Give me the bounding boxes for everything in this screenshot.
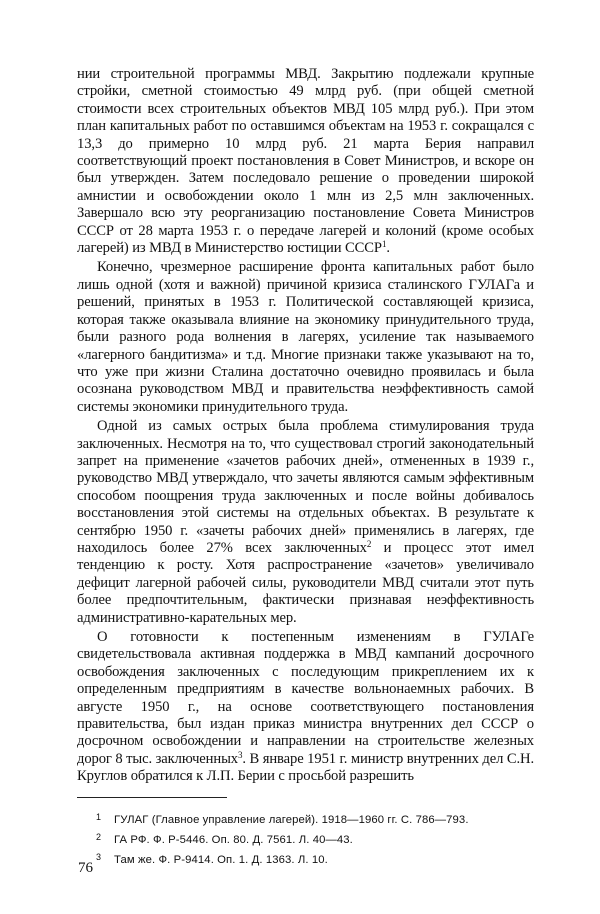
- page-content: [77, 66, 534, 870]
- paragraph-text: Одной из самых острых была проблема стимулирования труда заключенных. Несмотря на то, что существовал строгий законодательный запрет на применение «зачетов рабочих дней», отмененных в 1939 г., руководство МВД утверждало, что зачеты являются самым эффективным способом поощрения труда заключенных и после войны добивалось восстановления этой системы на отдельных объектах. В результате к сентябрю 1950 г. «зачеты рабочих дней» применялись в лагерях, где находилось более 27% всех заключенных: [77, 418, 534, 556]
- paragraph-text: О готовности к постепенным изменениям в ГУЛАГе свидетельствовала активная поддержка в МВД кампаний досрочного освобождения заключенных с последующим прикреплением их к определенным предприятиям в качестве вольнонаемных рабочих. В августе 1950 г., на основе соответствующего постановления правительства, был издан приказ министра внутренних дел СССР о досрочном освобождении и направлении на строительстве железных дорог 8 тыс. заключенных: [77, 629, 534, 767]
- paragraph-3: [77, 418, 534, 627]
- footnote-1: [77, 810, 534, 830]
- paragraph-text: и процесс этот имел тенденцию к росту. Хотя распространение «зачетов» увеличивало дефицит лагерной рабочей силы, руководители МВД считали этот путь более предпочтительным, фактически признавая неэффективность административно-карательных мер.: [77, 539, 535, 626]
- paragraph-text: нии строительной программы МВД. Закрытию подлежали крупные стройки, сметной стоимостью 49 млрд руб. (при общей сметной стоимости всех строительных объектов МВД 105 млрд руб.). При этом план капитальных работ по оставшимся объектам на 1953 г. сокращался с 13,3 до примерно 10 млрд руб. 21 марта Берия направил соответствующий проект постановления в Совет Министров, и вскоре он был утвержден. Затем последовало решение о проведении широкой амнистии и освобождении около 1 млн из 2,5 млн заключенных. Завершало всю эту реорганизацию постановление Совета Министров СССР от 28 марта 1953 г. о передаче лагерей и колоний (кроме особых лагерей) из МВД в Министерство юстиции СССР: [77, 66, 534, 257]
- paragraph-text: .: [386, 240, 390, 257]
- footnote-divider: [77, 797, 227, 798]
- footnote-ref-1: 1: [381, 239, 387, 250]
- footnote-text: Там же. Ф. Р-9414. Оп. 1. Д. 1363. Л. 10.: [114, 853, 328, 866]
- paragraph-text: Конечно, чрезмерное расширение фронта капитальных работ было лишь одной (хотя и важной) причиной кризиса сталинского ГУЛАГа и решений, принятых в 1953 г. Политической составляющей кризиса, которая также оказывала влияние на экономику принудительного труда, были разного рода волнения в лагерях, усиление так называемого «лагерного бандитизма» и т.д. Многие признаки также указывают на то, что уже при жизни Сталина достаточно очевидно проявилась и была осознана руководством МВД и правительства неэффективность самой системы экономики принудительного труда.: [77, 259, 534, 415]
- paragraph-text: . В январе 1951 г. министр внутренних дел С.Н. Круглов обратился к Л.П. Берии с просьбой разрешить: [77, 750, 534, 785]
- footnote-text: ГА РФ. Ф. Р-5446. Оп. 80. Д. 7561. Л. 40—43.: [114, 833, 353, 846]
- paragraph-4: [77, 629, 534, 786]
- footnote-number: 1: [96, 811, 102, 822]
- footnote-number: 3: [96, 851, 102, 862]
- footnote-ref-2: 2: [366, 538, 372, 549]
- body-text: [77, 66, 534, 786]
- footnote-text: ГУЛАГ (Главное управление лагерей). 1918—1960 гг. С. 786—793.: [114, 813, 469, 826]
- paragraph-2: [77, 259, 534, 416]
- footnotes: [77, 810, 534, 870]
- footnote-ref-3: 3: [238, 749, 243, 760]
- footnote-2: [77, 830, 534, 850]
- footnote-number: 2: [96, 831, 102, 842]
- paragraph-1: [77, 66, 534, 257]
- page-number: 76: [78, 860, 93, 876]
- footnote-3: [77, 850, 534, 870]
